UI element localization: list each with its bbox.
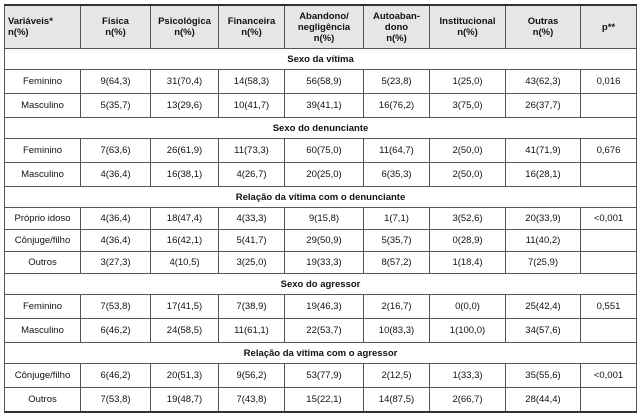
p-value-cell [581,230,637,252]
table-cell: 8(57,2) [364,252,430,274]
table-cell: 41(71,9) [506,139,581,163]
header-text: Financeira [227,16,276,27]
row-label: Masculino [5,94,81,118]
table-cell: 3(27,3) [81,252,151,274]
table-row [5,70,637,94]
table-cell: 29(50,9) [285,230,364,252]
table-cell: 9(15,8) [285,208,364,230]
header-row [5,5,637,49]
table-cell: 5(23,8) [364,70,430,94]
header-self-neglect [364,5,430,49]
p-value-cell: <0,001 [581,364,637,388]
table-cell: 7(53,8) [81,295,151,319]
table-cell: 4(33,3) [219,208,285,230]
table-cell: 11(64,7) [364,139,430,163]
header-text: n(%) [532,27,554,38]
row-label: Feminino [5,295,81,319]
table-cell: 16(42,1) [151,230,219,252]
table-cell: 11(61,1) [219,319,285,343]
table-row [5,94,637,118]
table-cell: 16(76,2) [364,94,430,118]
section-title: Sexo do denunciante [5,118,637,139]
table-cell: 34(57,6) [506,319,581,343]
table-cell: 7(53,8) [81,388,151,413]
table-cell: 31(70,4) [151,70,219,94]
header-psychological [151,5,219,49]
header-text: n(%) [241,27,262,38]
header-institutional [430,5,506,49]
p-value-cell: 0,551 [581,295,637,319]
header-variables [5,5,81,49]
table-cell: 14(58,3) [219,70,285,94]
table-cell: 16(28,1) [506,163,581,187]
header-text: n(%) [457,27,478,38]
table-cell: 1(18,4) [430,252,506,274]
table-cell: 11(73,3) [219,139,285,163]
header-text: n(%) [105,27,126,38]
table-cell: 26(37,7) [506,94,581,118]
table-cell: 10(83,3) [364,319,430,343]
table-cell: 56(58,9) [285,70,364,94]
table-cell: 22(53,7) [285,319,364,343]
table-body [5,49,637,413]
row-label: Feminino [5,139,81,163]
section-row [5,187,637,208]
table-cell: 11(40,2) [506,230,581,252]
table-cell: 25(42,4) [506,295,581,319]
table-cell: 1(7,1) [364,208,430,230]
table-cell: 16(38,1) [151,163,219,187]
table-cell: 39(41,1) [285,94,364,118]
table-cell: 3(75,0) [430,94,506,118]
p-value-cell [581,94,637,118]
table-cell: 6(46,2) [81,319,151,343]
section-title: Relação da vítima com o denunciante [5,187,637,208]
table-cell: 15(22,1) [285,388,364,413]
row-label: Outros [5,252,81,274]
table-container [4,4,636,413]
header-text: n(%) [8,27,29,38]
p-value-cell: 0,676 [581,139,637,163]
table-cell: 13(29,6) [151,94,219,118]
table-cell: 1(100,0) [430,319,506,343]
p-value-cell [581,163,637,187]
table-cell: 7(25,9) [506,252,581,274]
section-title: Sexo da vítima [5,49,637,70]
table-cell: 20(33,9) [506,208,581,230]
table-cell: 6(35,3) [364,163,430,187]
row-label: Próprio idoso [5,208,81,230]
table-row [5,295,637,319]
table-cell: 2(66,7) [430,388,506,413]
table-cell: 1(25,0) [430,70,506,94]
section-row [5,274,637,295]
table-cell: 53(77,9) [285,364,364,388]
p-value-cell: <0,001 [581,208,637,230]
header-text: dono [384,21,409,33]
row-label: Feminino [5,70,81,94]
table-cell: 28(44,4) [506,388,581,413]
table-cell: 4(36,4) [81,163,151,187]
table-cell: 19(46,3) [285,295,364,319]
header-physical [81,5,151,49]
table-cell: 2(16,7) [364,295,430,319]
table-cell: 1(33,3) [430,364,506,388]
header-text: Outras [527,16,559,27]
section-row [5,49,637,70]
row-label: Masculino [5,319,81,343]
table-cell: 18(47,4) [151,208,219,230]
table-cell: 0(28,9) [430,230,506,252]
table-cell: 3(25,0) [219,252,285,274]
table-cell: 4(36,4) [81,208,151,230]
header-text: n(%) [386,32,407,44]
table-row [5,230,637,252]
section-row [5,118,637,139]
section-title: Sexo do agressor [5,274,637,295]
header-text: n(%) [313,32,335,44]
table-cell: 19(33,3) [285,252,364,274]
table-cell: 60(75,0) [285,139,364,163]
table-cell: 6(46,2) [81,364,151,388]
row-label: Cônjuge/filho [5,364,81,388]
p-value-cell [581,388,637,413]
row-label: Masculino [5,163,81,187]
violence-table [4,4,637,413]
p-value-cell: 0,016 [581,70,637,94]
table-cell: 2(12,5) [364,364,430,388]
table-cell: 19(48,7) [151,388,219,413]
section-row [5,343,637,364]
table-row [5,388,637,413]
table-cell: 9(56,2) [219,364,285,388]
header-text: p** [601,21,616,33]
table-cell: 5(35,7) [81,94,151,118]
header-text: Física [102,16,129,27]
table-cell: 7(38,9) [219,295,285,319]
header-text: Abandono/ [299,10,349,22]
table-cell: 4(10,5) [151,252,219,274]
table-cell: 20(51,3) [151,364,219,388]
table-cell: 17(41,5) [151,295,219,319]
table-row [5,319,637,343]
table-cell: 4(36,4) [81,230,151,252]
table-cell: 7(43,8) [219,388,285,413]
table-cell: 14(87,5) [364,388,430,413]
table-cell: 10(41,7) [219,94,285,118]
header-text: n(%) [174,27,195,38]
table-cell: 43(62,3) [506,70,581,94]
section-title: Relação da vítima com o agressor [5,343,637,364]
table-cell: 5(35,7) [364,230,430,252]
table-row [5,139,637,163]
table-row [5,252,637,274]
header-text: Autoaban- [373,10,420,22]
header-p-value [581,5,637,49]
p-value-cell [581,319,637,343]
table-cell: 26(61,9) [151,139,219,163]
table-cell: 3(52,6) [430,208,506,230]
table-cell: 9(64,3) [81,70,151,94]
table-cell: 4(26,7) [219,163,285,187]
table-cell: 20(25,0) [285,163,364,187]
row-label: Outros [5,388,81,413]
header-text: Variáveis* [8,16,53,27]
p-value-cell [581,252,637,274]
table-cell: 5(41,7) [219,230,285,252]
header-neglect [285,5,364,49]
header-financial [219,5,285,49]
header-text: Institucional [439,16,496,27]
table-row [5,364,637,388]
table-cell: 2(50,0) [430,163,506,187]
table-cell: 2(50,0) [430,139,506,163]
table-row [5,163,637,187]
header-text: Psicológica [158,16,211,27]
table-cell: 35(55,6) [506,364,581,388]
table-cell: 0(0,0) [430,295,506,319]
header-others [506,5,581,49]
table-cell: 7(63,6) [81,139,151,163]
table-row [5,208,637,230]
table-cell: 24(58,5) [151,319,219,343]
row-label: Cônjuge/filho [5,230,81,252]
header-text: negligência [297,21,351,33]
